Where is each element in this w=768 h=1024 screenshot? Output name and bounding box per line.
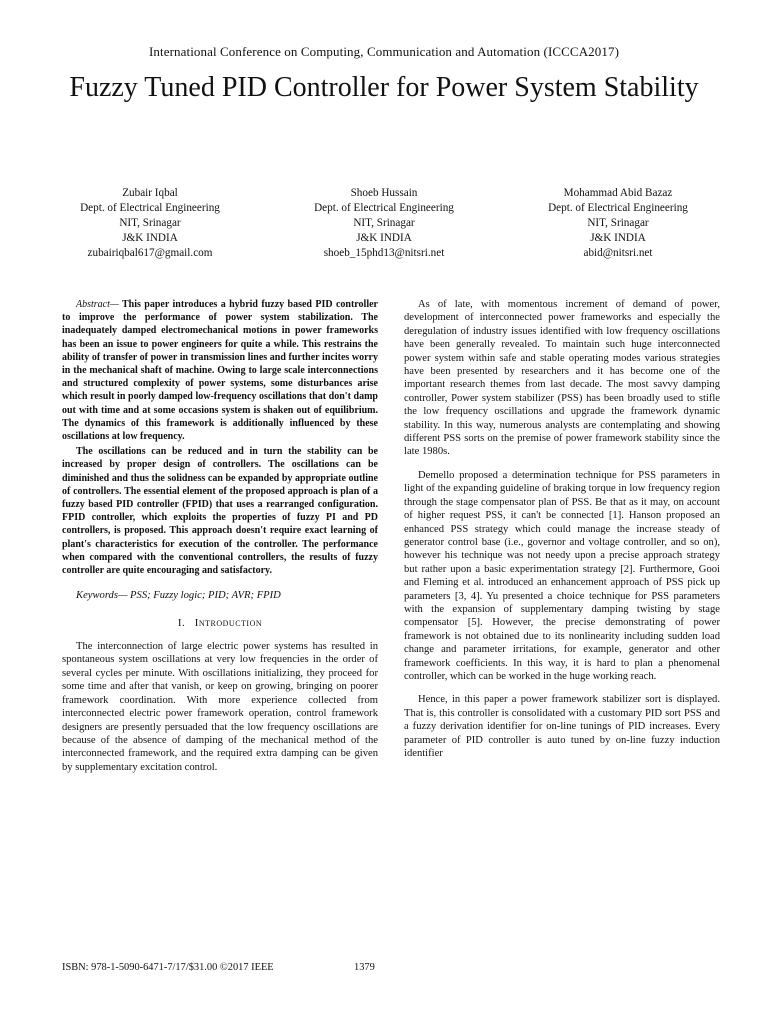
- conference-header: International Conference on Computing, Communication and Automation (ICCCA2017): [148, 44, 620, 59]
- section-heading-introduction: [62, 617, 378, 630]
- author-location: J&K INDIA: [590, 232, 646, 244]
- section-title: Introduction: [194, 616, 263, 629]
- author-email: shoeb_15phd13@nitsri.net: [323, 247, 445, 259]
- section-number: I.: [177, 616, 186, 629]
- author-name: Shoeb Hussain: [350, 187, 418, 199]
- author-2: [274, 186, 494, 261]
- abstract: [62, 298, 378, 577]
- body-paragraph: Demello proposed a determination technique for PSS parameters in light of the expanding guideline of braking torque in low frequency region through the stage compensator plan of PSS. Be that as it may, on account of higher request PSS, it can't be connected [1]. Hanson proposed an enhanced PSS strategy which could manage the increase steady of generator control base (i.e., governor and voltage controller, and so on), however his technique was not needy upon a precise approach strategy but rather upon a basic experimentation strategy [2]. Furthermore, Gooi and Fleming et al. introduced an enhancement approach of PSS pick up parameters [3, 4]. Yu presented a choice technique for PSS parameters with the expansion of supplementary damping twisting by stage compensator [5]. However, the precise demonstrating of power framework is not obtained due to its nonlinearity including sudden load change and parameter irritations, for example, generator and other framework coefficients. In this way, it is hard to plan a phenomenal controller, which can be worked in the huge working reach.: [404, 469, 720, 682]
- abstract-label: Abstract—: [76, 299, 119, 310]
- author-name: Zubair Iqbal: [122, 187, 178, 199]
- author-location: J&K INDIA: [356, 232, 412, 244]
- isbn-text: ISBN: 978-1-5090-6471-7/17/$31.00 ©2017 IEEE: [62, 962, 274, 973]
- left-column: [62, 298, 378, 774]
- page-footer: [62, 962, 462, 973]
- author-dept: Dept. of Electrical Engineering: [80, 202, 220, 214]
- author-location: J&K INDIA: [122, 232, 178, 244]
- author-email: abid@nitsri.net: [583, 247, 653, 259]
- author-name: Mohammad Abid Bazaz: [563, 187, 673, 199]
- author-dept: Dept. of Electrical Engineering: [548, 202, 688, 214]
- body-paragraph: As of late, with momentous increment of demand of power, development of interconnected power frameworks and especially the deregulation of industry issues identified with low frequency oscillations have been generally revealed. To maintain such huge interconnected power system within safe and stable operating modes various strategies have been presented by researchers and it has become one of the important research themes from last decade. The most savvy damping controller, Power system stabilizer (PSS) has been broadly used to stifle the low frequency oscillations and upgrade the framework dynamic stability. In this way, numerous analysts are contemplating and showing different PSS sorts on the premise of power framework stability since the late 1980s.: [404, 299, 720, 458]
- author-institution: NIT, Srinagar: [119, 217, 181, 229]
- page-number: 1379: [354, 962, 375, 973]
- abstract-text-1: This paper introduces a hybrid fuzzy based PID controller to improve the performance of power system stabilization. The inadequately damped electromechanical motions in power frameworks has been an issue to power engineers for quite a while. This restrains the ability of transfer of power in transmission lines and further incites worry in the mechanical shaft of machine. Owing to large scale interconnections and structured complexity of power systems, some disturbances arise which result in poorly damped low-frequency oscillations that don't damp out with time and at some occasions system is shaken out of equilibrium. The dynamics of this framework is additionally influenced by these oscillations at low frequency.: [62, 299, 378, 443]
- body-paragraph: The interconnection of large electric power systems has resulted in spontaneous system oscillations at very low frequencies in the order of several cycles per minute. With oscillations initializing, they proceed for some time and after that vanish, or keep on growing, bringing on poorer framework coordination. With more experience collected from interconnected electric power framework operation, control framework designers are presently persuaded that the low frequency oscillations are because of the absence of damping of the mechanical method of the interconnected framework, and the required extra damping can be given by supplementary excitation control.: [62, 641, 378, 773]
- author-institution: NIT, Srinagar: [587, 217, 649, 229]
- keywords: Keywords— PSS; Fuzzy logic; PID; AVR; FPID: [76, 590, 281, 602]
- abstract-paragraph-1: [62, 298, 378, 443]
- author-email: zubairiqbal617@gmail.com: [87, 247, 213, 259]
- author-3: [508, 186, 728, 261]
- abstract-paragraph-2: The oscillations can be reduced and in turn the stability can be increased by proper design of controllers. The oscillations can be diminished and thus the solidness can be expanded by appropriate outline of controllers. The essential element of the proposed approach is plan of a fuzzy based PID controller (FPID) that uses a rearranged configuration. FPID controller, which exploits the properties of fuzzy PI and PD controllers, is proposed. This approach doesn't require exact learning of plant's characteristics for execution of the controller. The performance when compared with the conventional controllers, the results of fuzzy controller are quite encouraging and satisfactory.: [62, 446, 378, 577]
- author-1: [40, 186, 260, 261]
- author-block: [40, 186, 728, 261]
- right-column: [404, 298, 720, 760]
- author-dept: Dept. of Electrical Engineering: [314, 202, 454, 214]
- author-institution: NIT, Srinagar: [353, 217, 415, 229]
- paper-title: Fuzzy Tuned PID Controller for Power System Stability: [69, 72, 699, 103]
- body-paragraph: Hence, in this paper a power framework stabilizer sort is displayed. That is, this controller is consolidated with a customary PID sort PSS and a fuzzy derivation identifier for on-line tunings of PID increases. Every parameter of PID controller is auto tuned by on-line fuzzy induction identifier: [404, 694, 720, 759]
